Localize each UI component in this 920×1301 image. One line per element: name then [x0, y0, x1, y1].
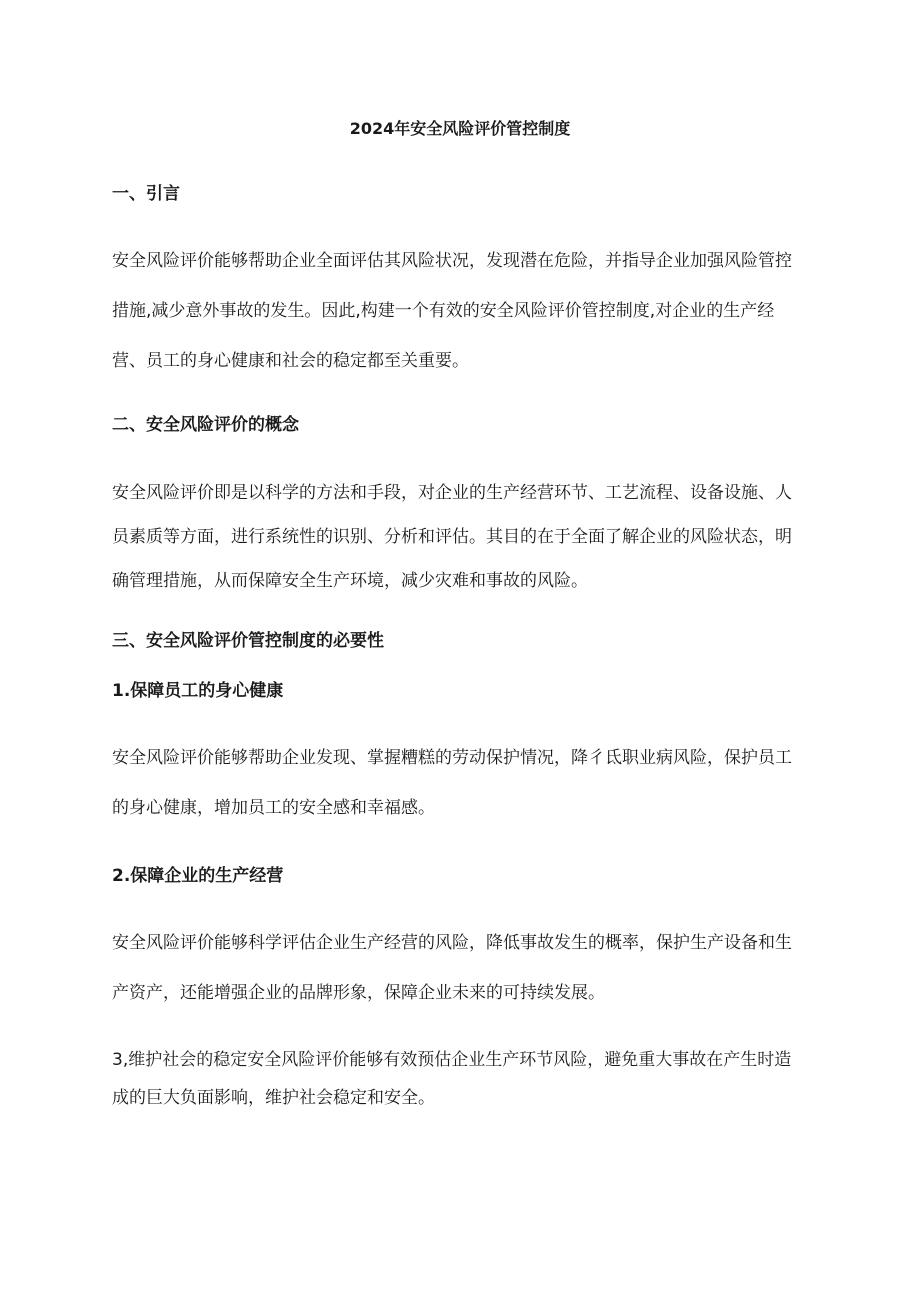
paragraph-line: 安全风险评价能够帮助企业发现、掌握糟糕的劳动保护情况，降彳氐职业病风险，保护员工: [112, 748, 792, 768]
paragraph-concept: [112, 480, 812, 612]
paragraph-line: 安全风险评价能够科学评估企业生产经营的风险，降低事故发生的概率，保护生产设备和生: [112, 933, 792, 953]
paragraph-line: 成的巨大负面影响，维护社会稳定和安全。: [112, 1088, 435, 1108]
document-title: 2024年安全风险评价管控制度: [349, 119, 571, 138]
paragraph-production: [112, 930, 812, 1030]
subsection-heading-production: 2.保障企业的生产经营: [112, 866, 284, 886]
paragraph-line: 员素质等方面，进行系统性的识别、分析和评估。其目的在于全面了解企业的风险状态，明: [112, 527, 792, 547]
paragraph-line: 产资产，还能增强企业的品牌形象，保障企业未来的可持续发展。: [112, 983, 605, 1003]
paragraph-line: 安全风险评价即是以科学的方法和手段，对企业的生产经营环节、工艺流程、设备设施、人: [112, 483, 792, 503]
section-heading-introduction: 一、引言: [112, 184, 180, 204]
paragraph-introduction: [112, 248, 812, 398]
paragraph-line: 安全风险评价能够帮助企业全面评估其风险状况，发现潜在危险，并指导企业加强风险管控: [112, 251, 792, 271]
section-heading-concept: 二、安全风险评价的概念: [112, 415, 299, 435]
paragraph-line: 措施,减少意外事故的发生。因此,构建一个有效的安全风险评价管控制度,对企业的生产经: [112, 301, 775, 321]
paragraph-line: 的身心健康，增加员工的安全感和幸福感。: [112, 798, 435, 818]
paragraph-employee-health: [112, 745, 812, 845]
paragraph-line: 营、员工的身心健康和社会的稳定都至关重要。: [112, 351, 469, 371]
subsection-heading-employee-health: 1.保障员工的身心健康: [112, 681, 284, 701]
paragraph-line: 确管理措施，从而保障安全生产环境，减少灾难和事故的风险。: [112, 571, 588, 591]
section-heading-necessity: 三、安全风险评价管控制度的必要性: [112, 631, 384, 651]
paragraph-social-stability: [112, 1047, 812, 1123]
paragraph-line: 3,维护社会的稳定安全风险评价能够有效预估企业生产环节风险，避免重大事故在产生时造: [112, 1050, 792, 1070]
